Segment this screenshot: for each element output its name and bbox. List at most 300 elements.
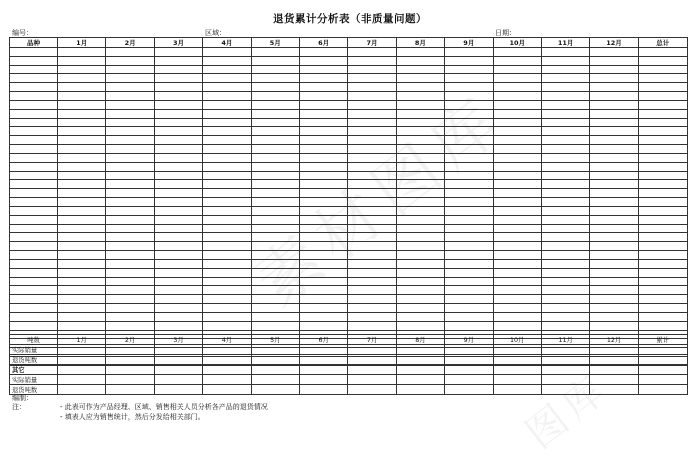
summary-cell[interactable] [445,345,493,355]
table-cell[interactable] [445,171,493,180]
table-cell[interactable] [348,233,396,242]
table-cell[interactable] [541,295,589,304]
table-cell[interactable] [348,277,396,286]
table-cell[interactable] [299,295,347,304]
summary-cell[interactable] [299,365,347,375]
table-cell[interactable] [493,162,541,171]
table-cell[interactable] [493,171,541,180]
table-cell[interactable] [445,268,493,277]
table-cell[interactable] [10,48,58,57]
table-cell[interactable] [348,295,396,304]
summary-cell[interactable] [541,345,589,355]
table-cell[interactable] [203,215,251,224]
table-cell[interactable] [106,251,154,260]
table-cell[interactable] [348,286,396,295]
table-cell[interactable] [541,312,589,321]
table-cell[interactable] [154,74,202,83]
table-cell[interactable] [203,286,251,295]
table-cell[interactable] [590,277,638,286]
table-cell[interactable] [251,145,299,154]
table-cell[interactable] [154,233,202,242]
table-cell[interactable] [10,321,58,330]
table-cell[interactable] [154,224,202,233]
summary-cell[interactable] [590,375,638,385]
table-cell[interactable] [203,83,251,92]
table-cell[interactable] [299,180,347,189]
table-cell[interactable] [541,215,589,224]
table-cell[interactable] [299,224,347,233]
table-cell[interactable] [299,48,347,57]
table-cell[interactable] [58,153,106,162]
table-cell[interactable] [541,136,589,145]
table-cell[interactable] [10,162,58,171]
table-cell[interactable] [541,259,589,268]
table-cell[interactable] [396,189,444,198]
summary-cell[interactable] [299,355,347,365]
summary-cell[interactable] [638,375,687,385]
table-cell[interactable] [299,65,347,74]
table-cell[interactable] [493,206,541,215]
table-cell[interactable] [590,215,638,224]
table-cell[interactable] [638,242,687,251]
table-cell[interactable] [106,295,154,304]
table-cell[interactable] [445,180,493,189]
table-cell[interactable] [541,56,589,65]
table-cell[interactable] [348,251,396,260]
table-cell[interactable] [10,92,58,101]
table-cell[interactable] [251,268,299,277]
table-cell[interactable] [299,162,347,171]
summary-cell[interactable] [348,385,396,395]
table-cell[interactable] [541,198,589,207]
table-cell[interactable] [445,153,493,162]
table-cell[interactable] [445,251,493,260]
table-cell[interactable] [493,286,541,295]
table-cell[interactable] [58,242,106,251]
table-cell[interactable] [251,136,299,145]
table-cell[interactable] [638,92,687,101]
table-cell[interactable] [58,189,106,198]
table-cell[interactable] [638,215,687,224]
table-cell[interactable] [396,48,444,57]
table-cell[interactable] [638,277,687,286]
table-cell[interactable] [251,321,299,330]
table-cell[interactable] [638,100,687,109]
table-cell[interactable] [106,74,154,83]
table-cell[interactable] [251,251,299,260]
table-cell[interactable] [58,180,106,189]
summary-cell[interactable] [638,345,687,355]
table-cell[interactable] [154,304,202,313]
table-cell[interactable] [348,65,396,74]
table-cell[interactable] [106,312,154,321]
table-cell[interactable] [154,242,202,251]
table-cell[interactable] [493,198,541,207]
table-cell[interactable] [58,74,106,83]
summary-cell[interactable] [541,355,589,365]
table-cell[interactable] [203,100,251,109]
table-cell[interactable] [445,118,493,127]
table-cell[interactable] [445,206,493,215]
table-cell[interactable] [299,304,347,313]
summary-cell[interactable] [541,365,589,375]
table-cell[interactable] [10,171,58,180]
table-cell[interactable] [299,215,347,224]
table-cell[interactable] [396,83,444,92]
table-cell[interactable] [493,251,541,260]
table-cell[interactable] [106,206,154,215]
table-cell[interactable] [445,48,493,57]
summary-cell[interactable] [445,355,493,365]
table-cell[interactable] [396,65,444,74]
table-cell[interactable] [493,295,541,304]
table-cell[interactable] [493,127,541,136]
table-cell[interactable] [154,48,202,57]
table-cell[interactable] [590,171,638,180]
table-cell[interactable] [154,259,202,268]
table-cell[interactable] [251,242,299,251]
table-cell[interactable] [348,215,396,224]
table-cell[interactable] [638,268,687,277]
table-cell[interactable] [541,92,589,101]
table-cell[interactable] [154,145,202,154]
table-cell[interactable] [638,312,687,321]
table-cell[interactable] [493,83,541,92]
table-cell[interactable] [251,277,299,286]
table-cell[interactable] [396,242,444,251]
table-cell[interactable] [493,74,541,83]
table-cell[interactable] [203,277,251,286]
table-cell[interactable] [154,321,202,330]
table-cell[interactable] [203,189,251,198]
summary-cell[interactable] [493,345,541,355]
table-cell[interactable] [348,189,396,198]
table-cell[interactable] [445,92,493,101]
table-cell[interactable] [10,312,58,321]
table-cell[interactable] [251,198,299,207]
table-cell[interactable] [106,242,154,251]
table-cell[interactable] [638,56,687,65]
table-cell[interactable] [590,259,638,268]
table-cell[interactable] [154,268,202,277]
table-cell[interactable] [396,56,444,65]
table-cell[interactable] [396,286,444,295]
table-cell[interactable] [251,100,299,109]
table-cell[interactable] [251,118,299,127]
table-cell[interactable] [541,206,589,215]
table-cell[interactable] [203,312,251,321]
table-cell[interactable] [493,277,541,286]
table-cell[interactable] [445,162,493,171]
table-cell[interactable] [445,304,493,313]
table-cell[interactable] [299,56,347,65]
table-cell[interactable] [58,65,106,74]
table-cell[interactable] [348,153,396,162]
summary-cell[interactable] [638,385,687,395]
table-cell[interactable] [541,162,589,171]
table-cell[interactable] [154,83,202,92]
table-cell[interactable] [396,277,444,286]
table-cell[interactable] [58,251,106,260]
table-cell[interactable] [106,215,154,224]
table-cell[interactable] [541,127,589,136]
table-cell[interactable] [590,136,638,145]
table-cell[interactable] [396,162,444,171]
table-cell[interactable] [203,153,251,162]
table-cell[interactable] [590,286,638,295]
table-cell[interactable] [348,242,396,251]
table-cell[interactable] [590,206,638,215]
table-cell[interactable] [10,251,58,260]
table-cell[interactable] [638,83,687,92]
table-cell[interactable] [106,198,154,207]
table-cell[interactable] [299,251,347,260]
table-cell[interactable] [396,268,444,277]
table-cell[interactable] [493,56,541,65]
table-cell[interactable] [493,321,541,330]
table-cell[interactable] [154,56,202,65]
table-cell[interactable] [106,233,154,242]
table-cell[interactable] [10,100,58,109]
table-cell[interactable] [58,224,106,233]
table-cell[interactable] [493,224,541,233]
table-cell[interactable] [106,48,154,57]
table-cell[interactable] [493,153,541,162]
table-cell[interactable] [154,215,202,224]
table-cell[interactable] [348,145,396,154]
table-cell[interactable] [396,180,444,189]
table-cell[interactable] [106,224,154,233]
table-cell[interactable] [203,295,251,304]
table-cell[interactable] [251,171,299,180]
table-cell[interactable] [396,295,444,304]
table-cell[interactable] [58,215,106,224]
summary-cell[interactable] [396,345,444,355]
table-cell[interactable] [299,136,347,145]
table-cell[interactable] [638,251,687,260]
table-cell[interactable] [638,321,687,330]
table-cell[interactable] [396,312,444,321]
summary-cell[interactable] [348,375,396,385]
summary-cell[interactable] [445,375,493,385]
table-cell[interactable] [348,198,396,207]
table-cell[interactable] [58,92,106,101]
table-cell[interactable] [348,56,396,65]
table-cell[interactable] [10,56,58,65]
table-cell[interactable] [348,162,396,171]
table-cell[interactable] [396,74,444,83]
table-cell[interactable] [396,100,444,109]
table-cell[interactable] [106,259,154,268]
table-cell[interactable] [251,286,299,295]
table-cell[interactable] [445,127,493,136]
table-cell[interactable] [348,100,396,109]
table-cell[interactable] [10,198,58,207]
table-cell[interactable] [299,242,347,251]
table-cell[interactable] [541,268,589,277]
table-cell[interactable] [58,56,106,65]
table-cell[interactable] [10,118,58,127]
summary-cell[interactable] [493,385,541,395]
table-cell[interactable] [154,198,202,207]
table-cell[interactable] [251,162,299,171]
table-cell[interactable] [10,153,58,162]
table-cell[interactable] [10,65,58,74]
summary-cell[interactable] [154,355,202,365]
table-cell[interactable] [106,56,154,65]
summary-cell[interactable] [251,365,299,375]
table-cell[interactable] [445,242,493,251]
table-cell[interactable] [10,215,58,224]
table-cell[interactable] [493,268,541,277]
table-cell[interactable] [638,48,687,57]
table-cell[interactable] [203,127,251,136]
summary-cell[interactable] [396,355,444,365]
summary-cell[interactable] [299,345,347,355]
table-cell[interactable] [58,268,106,277]
summary-cell[interactable] [58,345,106,355]
table-cell[interactable] [154,295,202,304]
table-cell[interactable] [106,180,154,189]
table-cell[interactable] [590,92,638,101]
table-cell[interactable] [10,145,58,154]
table-cell[interactable] [58,304,106,313]
table-cell[interactable] [299,74,347,83]
summary-cell[interactable] [251,375,299,385]
table-cell[interactable] [445,189,493,198]
table-cell[interactable] [638,233,687,242]
table-cell[interactable] [396,251,444,260]
table-cell[interactable] [106,277,154,286]
table-cell[interactable] [10,206,58,215]
table-cell[interactable] [58,83,106,92]
table-cell[interactable] [493,48,541,57]
table-cell[interactable] [590,127,638,136]
table-cell[interactable] [590,100,638,109]
table-cell[interactable] [251,215,299,224]
table-cell[interactable] [396,118,444,127]
table-cell[interactable] [299,100,347,109]
table-cell[interactable] [106,321,154,330]
table-cell[interactable] [203,56,251,65]
table-cell[interactable] [348,180,396,189]
table-cell[interactable] [203,233,251,242]
table-cell[interactable] [348,259,396,268]
table-cell[interactable] [10,295,58,304]
table-cell[interactable] [638,153,687,162]
summary-cell[interactable] [154,345,202,355]
table-cell[interactable] [590,251,638,260]
summary-cell[interactable] [203,355,251,365]
table-cell[interactable] [203,171,251,180]
table-cell[interactable] [58,48,106,57]
table-cell[interactable] [10,233,58,242]
table-cell[interactable] [445,145,493,154]
table-cell[interactable] [154,136,202,145]
table-cell[interactable] [203,65,251,74]
table-cell[interactable] [106,127,154,136]
table-cell[interactable] [251,92,299,101]
table-cell[interactable] [106,145,154,154]
table-cell[interactable] [154,206,202,215]
table-cell[interactable] [541,118,589,127]
table-cell[interactable] [541,65,589,74]
table-cell[interactable] [203,109,251,118]
summary-cell[interactable] [203,345,251,355]
table-cell[interactable] [396,145,444,154]
table-cell[interactable] [493,136,541,145]
table-cell[interactable] [348,83,396,92]
table-cell[interactable] [638,118,687,127]
table-cell[interactable] [203,198,251,207]
table-cell[interactable] [590,83,638,92]
table-cell[interactable] [638,171,687,180]
summary-cell[interactable] [251,345,299,355]
summary-cell[interactable] [348,345,396,355]
table-cell[interactable] [251,56,299,65]
table-cell[interactable] [154,251,202,260]
table-cell[interactable] [10,74,58,83]
table-cell[interactable] [154,277,202,286]
table-cell[interactable] [445,83,493,92]
summary-cell[interactable] [590,355,638,365]
table-cell[interactable] [106,109,154,118]
table-cell[interactable] [541,321,589,330]
table-cell[interactable] [251,48,299,57]
table-cell[interactable] [251,153,299,162]
table-cell[interactable] [154,100,202,109]
table-cell[interactable] [348,321,396,330]
summary-cell[interactable] [348,365,396,375]
table-cell[interactable] [299,127,347,136]
table-cell[interactable] [299,277,347,286]
table-cell[interactable] [590,295,638,304]
table-cell[interactable] [203,268,251,277]
summary-cell[interactable] [541,385,589,395]
table-cell[interactable] [58,206,106,215]
table-cell[interactable] [590,268,638,277]
table-cell[interactable] [541,109,589,118]
table-cell[interactable] [10,268,58,277]
table-cell[interactable] [396,92,444,101]
table-cell[interactable] [251,295,299,304]
table-cell[interactable] [348,304,396,313]
table-cell[interactable] [203,251,251,260]
summary-cell[interactable] [58,365,106,375]
table-cell[interactable] [299,145,347,154]
table-cell[interactable] [348,136,396,145]
table-cell[interactable] [58,312,106,321]
table-cell[interactable] [590,304,638,313]
table-cell[interactable] [203,259,251,268]
table-cell[interactable] [203,74,251,83]
table-cell[interactable] [348,312,396,321]
table-cell[interactable] [493,109,541,118]
summary-cell[interactable] [251,355,299,365]
table-cell[interactable] [154,92,202,101]
summary-cell[interactable] [106,345,154,355]
table-cell[interactable] [106,118,154,127]
table-cell[interactable] [251,206,299,215]
table-cell[interactable] [638,206,687,215]
table-cell[interactable] [106,65,154,74]
table-cell[interactable] [203,206,251,215]
table-cell[interactable] [348,224,396,233]
table-cell[interactable] [541,277,589,286]
table-cell[interactable] [58,321,106,330]
summary-cell[interactable] [348,355,396,365]
table-cell[interactable] [299,189,347,198]
